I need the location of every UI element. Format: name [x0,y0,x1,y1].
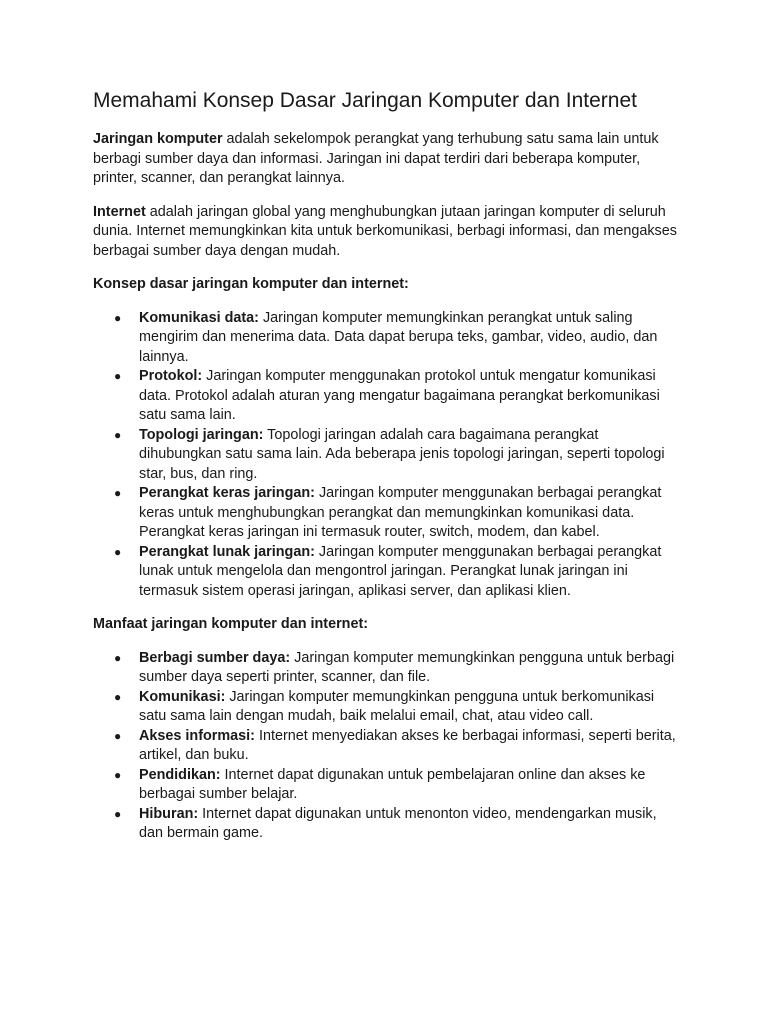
section-heading-benefits: Manfaat jaringan komputer dan internet: [93,616,369,632]
bullet-icon: ● [114,728,122,743]
item-term: Komunikasi: [139,688,226,705]
list-item [93,805,683,844]
list-item [93,484,683,543]
intro-term-internet: Internet [93,203,146,220]
list-item [93,543,683,602]
item-term: Topologi jaringan: [139,426,264,443]
bullet-icon: ● [114,544,122,559]
bullet-icon: ● [114,486,122,500]
item-desc: Topologi jaringan adalah cara bagaimana perangkat dihubungkan satu sama lain. Ada beberapa jenis topologi jaringan, seperti topologi star, bus, dan ring. [139,426,665,482]
item-term: Akses informasi: [139,727,255,744]
item-term: Berbagi sumber daya: [139,649,291,666]
bullet-icon: ● [114,767,122,782]
bullet-icon: ● [114,689,122,704]
bullet-icon: ● [114,806,122,821]
item-term: Hiburan: [139,805,199,822]
list-item [93,426,683,485]
intro-text-network: adalah sekelompok perangkat yang terhubung satu sama lain untuk berbagi sumber daya dan informasi. Jaringan ini dapat terdiri dari beberapa komputer, printer, scanner, dan perangkat lainnya. [93,131,659,186]
section-heading-concepts: Konsep dasar jaringan komputer dan internet: [93,276,409,292]
document-title: Memahami Konsep Dasar Jaringan Komputer dan Internet [93,89,637,112]
item-desc: Internet menyediakan akses ke berbagai informasi, seperti berita, artikel, dan buku. [139,727,676,763]
bullet-icon: ● [114,650,122,665]
intro-paragraph-internet [93,203,683,262]
item-desc: Internet dapat digunakan untuk pembelajaran online dan akses ke berbagai sumber belajar. [139,766,646,802]
item-term: Perangkat keras jaringan: [139,485,315,501]
bullet-icon: ● [114,310,122,325]
list-item [93,727,683,766]
item-desc: Jaringan komputer memungkinkan pengguna untuk berbagi sumber daya seperti printer, scanner, dan file. [139,649,675,685]
item-desc: Jaringan komputer menggunakan berbagai perangkat lunak untuk mengelola dan mengontrol jaringan. Perangkat lunak jaringan ini termasuk sistem operasi jaringan, aplikasi server, dan aplikasi klien. [139,543,662,599]
item-desc: Jaringan komputer memungkinkan pengguna untuk berkomunikasi satu sama lain dengan mudah, baik melalui email, chat, atau video call. [139,688,655,724]
item-term: Pendidikan: [139,766,221,783]
intro-paragraph-network [93,130,683,189]
item-desc: Jaringan komputer memungkinkan perangkat untuk saling mengirim dan menerima data. Data dapat berupa teks, gambar, video, audio, dan lainnya. [139,309,658,365]
concepts-list [93,309,683,602]
document-page [93,86,683,844]
item-term: Komunikasi data: [139,309,259,326]
item-term: Perangkat lunak jaringan: [139,543,315,560]
item-desc: Internet dapat digunakan untuk menonton video, mendengarkan musik, dan bermain game. [139,805,657,841]
benefits-list [93,649,683,844]
list-item [93,766,683,805]
list-item [93,688,683,727]
item-desc: Jaringan komputer menggunakan berbagai perangkat keras untuk menghubungkan perangkat dan memungkinkan komunikasi data. Perangkat keras jaringan ini termasuk router, switch, modem, dan kabel. [139,485,662,540]
item-desc: Jaringan komputer menggunakan protokol untuk mengatur komunikasi data. Protokol adalah aturan yang mengatur bagaimana perangkat berkomunikasi satu sama lain. [139,368,660,423]
intro-text-internet: adalah jaringan global yang menghubungkan jutaan jaringan komputer di seluruh dunia. Internet memungkinkan kita untuk berkomunikasi, berbagi informasi, dan mengakses berbagai sumber daya dengan mudah. [93,203,677,259]
item-term: Protokol: [139,368,203,384]
list-item [93,367,683,426]
intro-term-network: Jaringan komputer [93,131,223,147]
list-item [93,309,683,368]
list-item [93,649,683,688]
bullet-icon: ● [114,427,122,442]
bullet-icon: ● [114,369,122,383]
